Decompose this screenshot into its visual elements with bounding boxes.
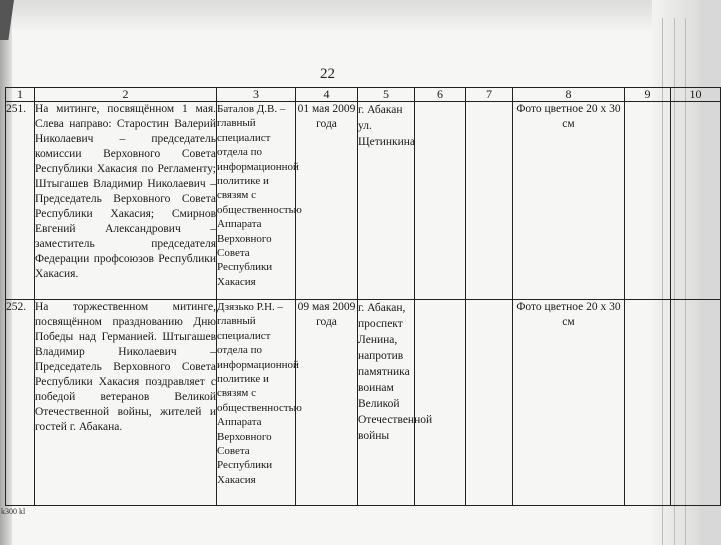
column-header: 8 xyxy=(513,88,625,102)
column-header: 4 xyxy=(296,88,358,102)
column-header: 10 xyxy=(671,88,721,102)
empty-cell xyxy=(415,102,466,300)
photo-date: 09 мая 2009 года xyxy=(296,300,358,506)
row-number: 252. xyxy=(6,300,35,506)
photo-type: Фото цветное 20 х 30 см xyxy=(513,102,625,300)
empty-cell xyxy=(671,102,721,300)
empty-cell xyxy=(415,300,466,506)
empty-cell xyxy=(625,300,671,506)
register-table xyxy=(5,87,721,506)
photo-description: На митинге, посвящённом 1 мая. Слева направо: Старостин Валерий Николаевич – председатель комиссии Верховного Совета Республики Хакасия по Регламенту; Штыгашев Владимир Николаевич – Председатель Верховного Совета Республики Хакасия; Смирнов Евгений Александрович – заместитель председателя Федерации профсоюзов Республики Хакасия. xyxy=(35,102,217,300)
empty-cell xyxy=(625,102,671,300)
footer-note: k300 kl xyxy=(1,507,26,516)
column-header: 1 xyxy=(6,88,35,102)
column-header: 6 xyxy=(415,88,466,102)
photo-description: На торжественном митинге, посвящённом празднованию Дню Победы над Германией. Штыгашев Владимир Николаевич – Председатель Верховного Совета Республики Хакасия поздравляет с победой ветеранов Великой Отечественной войны, жителей и гостей г. Абакана. xyxy=(35,300,217,506)
photo-type: Фото цветное 20 х 30 см xyxy=(513,300,625,506)
photo-author: Дзязько Р.Н. – главный специалист отдела по информационной политике и связям с общественностью Аппарата Верховного Совета Республики Хакасия xyxy=(217,300,296,506)
column-header: 2 xyxy=(35,88,217,102)
empty-cell xyxy=(466,300,513,506)
page-number: 22 xyxy=(320,66,335,82)
photo-place: г. Абакан ул. Щетинкина xyxy=(358,102,415,300)
empty-cell xyxy=(466,102,513,300)
photo-author: Баталов Д.В. – главный специалист отдела по информационной политике и связям с общественностью Аппарата Верховного Совета Республики Хакасия xyxy=(217,102,296,300)
table-row xyxy=(6,102,721,300)
column-header: 3 xyxy=(217,88,296,102)
empty-cell xyxy=(671,300,721,506)
column-header: 5 xyxy=(358,88,415,102)
column-number-row xyxy=(6,88,721,102)
table-row xyxy=(6,300,721,506)
page-top-shadow xyxy=(0,0,700,30)
photo-place: г. Абакан, проспект Ленина, напротив памятника воинам Великой Отечественной войны xyxy=(358,300,415,506)
row-number: 251. xyxy=(6,102,35,300)
column-header: 7 xyxy=(466,88,513,102)
photo-date: 01 мая 2009 года xyxy=(296,102,358,300)
column-header: 9 xyxy=(625,88,671,102)
